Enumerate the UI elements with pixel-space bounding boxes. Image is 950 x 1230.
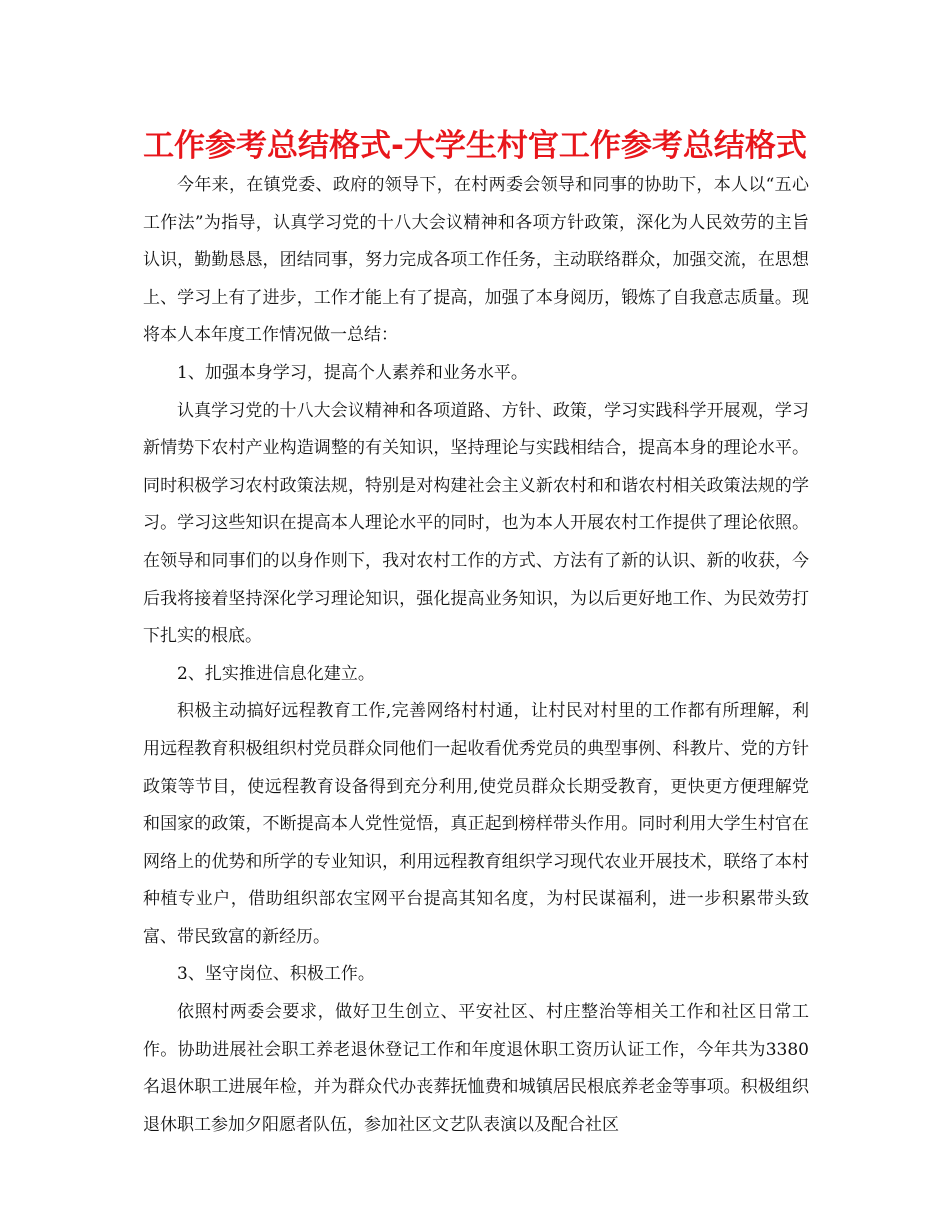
intro-paragraph: 今年来，在镇党委、政府的领导下，在村两委会领导和同事的协助下，本人以“五心工作法”为指导，认真学习党的十八大会议精神和各项方针政策，深化为人民效劳的主旨认识，勤勤恳恳，团结同事，努力完成各项工作任务，主动联络群众，加强交流，在思想上、学习上有了进步，工作才能上有了提高，加强了本身阅历，锻炼了自我意志质量。现将本人本年度工作情况做一总结： xyxy=(143,175,809,346)
section-3-paragraph: 依照村两委会要求，做好卫生创立、平安社区、村庄整治等相关工作和社区日常工作。协助进展社会职工养老退休登记工作和年度退休职工资历认证工作，今年共为3380名退休职工进展年检，并为群众代办丧葬抚恤费和城镇居民根底养老金等事项。积极组织退休职工参加夕阳愿者队伍，参加社区文艺队表演以及配合社区 xyxy=(143,1002,809,1135)
section-2-paragraph: 积极主动搞好远程教育工作,完善网络村村通，让村民对村里的工作都有所理解，利用远程教育积极组织村党员群众同他们一起收看优秀党员的典型事例、科教片、党的方针政策等节目，使远程教育设备得到充分利用,使党员群众长期受教育，更快更方便理解党和国家的政策，不断提高本人党性觉悟，真正起到榜样带头作用。同时利用大学生村官在网络上的优势和所学的专业知识，利用远程教育组织学习现代农业开展技术，联络了本村种植专业户，借助组织部农宝网平台提高其知名度，为村民谋福利，进一步积累带头致富、带民致富的新经历。 xyxy=(143,701,809,947)
document-title: 工作参考总结格式-大学生村官工作参考总结格式 xyxy=(143,128,807,164)
document-body xyxy=(143,167,809,1144)
section-heading-1: 1、加强本身学习，提高个人素养和业务水平。 xyxy=(177,362,528,383)
section-heading-3: 3、坚守岗位、积极工作。 xyxy=(177,964,375,985)
section-1-paragraph: 认真学习党的十八大会议精神和各项道路、方针、政策，学习实践科学开展观，学习新情势下农村产业构造调整的有关知识，坚持理论与实践相结合，提高本身的理论水平。同时积极学习农村政策法规，特别是对构建社会主义新农村和和谐农村相关政策法规的学习。学习这些知识在提高本人理论水平的同时，也为本人开展农村工作提供了理论依照。在领导和同事们的以身作则下，我对农村工作的方式、方法有了新的认识、新的收获，今后我将接着坚持深化学习理论知识，强化提高业务知识，为以后更好地工作、为民效劳打下扎实的根底。 xyxy=(143,400,809,647)
section-heading-2: 2、扎实推进信息化建立。 xyxy=(177,663,375,684)
